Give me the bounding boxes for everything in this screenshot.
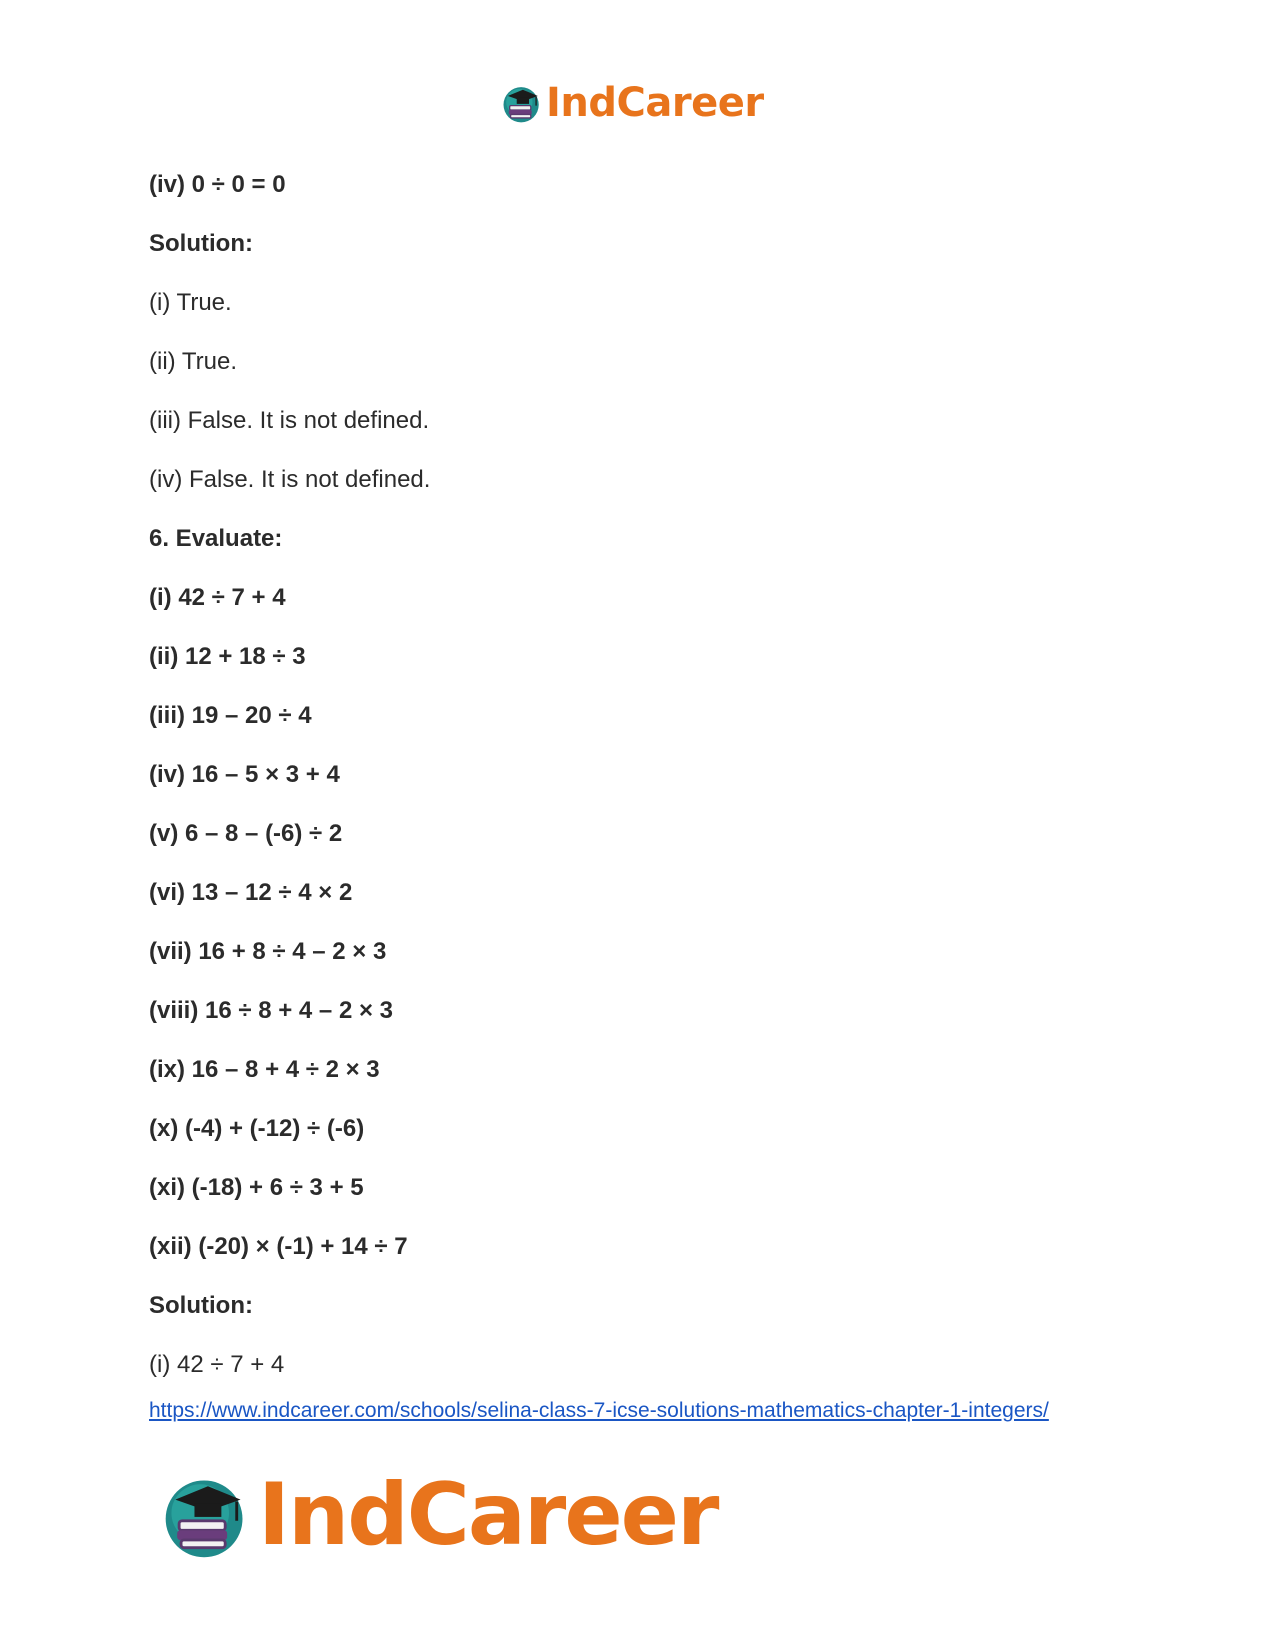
content-line: (i) 42 ÷ 7 + 4 — [149, 584, 286, 611]
content-line: (iv) 16 – 5 × 3 + 4 — [149, 761, 340, 788]
content-line: Solution: — [149, 230, 253, 257]
logo-text: IndCareer — [546, 80, 764, 126]
content-line: (vii) 16 + 8 ÷ 4 – 2 × 3 — [149, 938, 387, 965]
content-line: (ii) 12 + 18 ÷ 3 — [149, 643, 306, 670]
source-link[interactable]: https://www.indcareer.com/schools/selina-class-7-icse-solutions-mathematics-chapter-1-integers/ — [149, 1399, 1049, 1422]
content-line: (vi) 13 – 12 ÷ 4 × 2 — [149, 879, 353, 906]
content-line: (xii) (-20) × (-1) + 14 ÷ 7 — [149, 1233, 408, 1260]
content-line: 6. Evaluate: — [149, 525, 283, 552]
content-line: (i) 42 ÷ 7 + 4 — [149, 1351, 285, 1378]
logo-text: IndCareer — [258, 1465, 718, 1565]
content-line: (i) True. — [149, 289, 232, 316]
content-line: (iii) 19 – 20 ÷ 4 — [149, 702, 312, 729]
document-body — [149, 170, 1129, 1380]
graduation-cap-books-globe-icon — [500, 81, 544, 125]
content-line: (iii) False. It is not defined. — [149, 407, 430, 434]
content-line: (iv) False. It is not defined. — [149, 466, 431, 493]
header-logo — [500, 78, 764, 128]
content-line: (ix) 16 – 8 + 4 ÷ 2 × 3 — [149, 1056, 380, 1083]
content-line: (iv) 0 ÷ 0 = 0 — [149, 171, 286, 198]
content-line: (viii) 16 ÷ 8 + 4 – 2 × 3 — [149, 997, 393, 1024]
footer-logo — [158, 1460, 717, 1570]
content-line: (v) 6 – 8 – (-6) ÷ 2 — [149, 820, 343, 847]
content-line: (x) (-4) + (-12) ÷ (-6) — [149, 1115, 365, 1142]
content-line: Solution: — [149, 1292, 253, 1319]
content-line: (ii) True. — [149, 348, 238, 375]
content-line: (xi) (-18) + 6 ÷ 3 + 5 — [149, 1174, 364, 1201]
graduation-cap-books-globe-icon — [158, 1467, 254, 1563]
